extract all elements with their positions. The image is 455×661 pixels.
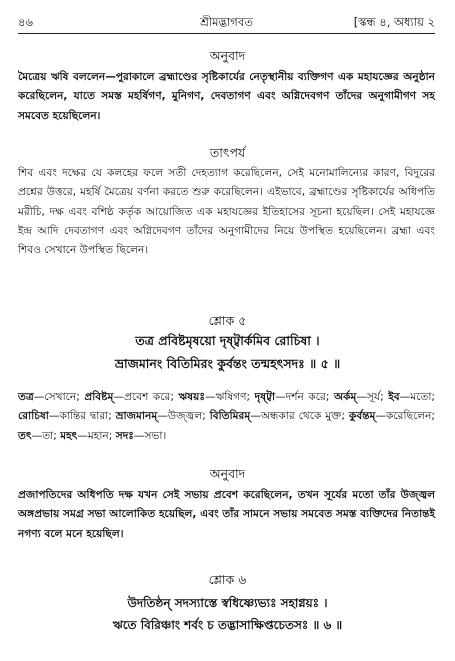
synonym-term: ইব <box>388 391 400 403</box>
synonym-term: বিতিমিরম্ <box>209 410 251 423</box>
synonym-meaning: তা; <box>42 429 57 442</box>
synonym-meaning: দর্শন করে; <box>285 391 330 403</box>
synonym-term: রোচিষা <box>18 410 49 423</box>
synonyms-verse-5: তত্র—সেখানে; প্রবিষ্টম্—প্রবেশ করে; ঋষয়ঃ—ঋষিগণ; দৃষ্ট্বা—দর্শন করে; অর্কম্—সূর্য; ইব—মতো; রোচিষা—কান্তির দ্বারা; ভ্রাজমানম্—উজ্জ্বল; বিতিমিরম্—অন্ধকার থেকে মুক্ত; কুর্বন্তম্—করেছিলেন; তৎ—তা; মহৎ—মহান; সদঃ—সভা। <box>18 391 436 442</box>
synonym-term: অর্কম্ <box>333 391 357 403</box>
header-divider <box>18 33 435 34</box>
synonym-term: ঋষয়ঃ <box>178 391 205 403</box>
page-number: ৪৬ <box>18 15 33 29</box>
translation-heading-2: অনুবাদ <box>209 466 246 481</box>
synonym-term: ভ্রাজমানম্ <box>115 410 158 423</box>
synonym-term: কুর্বন্তম্ <box>348 410 376 423</box>
synonym-meaning: করেছিলেন; <box>386 410 436 423</box>
synonym-meaning: উজ্জ্বল; <box>167 410 206 423</box>
synonym-meaning: সভা। <box>144 429 167 442</box>
page-header <box>18 10 435 32</box>
translation-text-2: প্রজাপতিদের অধিপতি দক্ষ যখন সেই সভায় প্রবেশ করেছিলেন, তখন সূর্যের মতো তাঁর উজ্জ্বল অঙ্গপ্রভায় সমগ্র সভা আলোকিত হয়েছিল, এবং তাঁর সামনে সভায় সমবেত সমস্ত ব্যক্তিদের নিতান্তই নগণ্য বলে মনে হয়েছিল। <box>18 489 435 540</box>
purport-text: শিব এবং দক্ষের যে কলহের ফলে সতী দেহত্যাগ করেছিলেন, সেই মনোমালিন্যের কারণ, বিদুরের প্রশ্নের উত্তরে, মহর্ষি মৈত্রেয় বর্ণনা করতে শুরু করেছিলেন। এইভাবে, ব্রহ্মাণ্ডের সৃষ্টিকার্যের অধিপতি মরীচি, দক্ষ এবং বশিষ্ঠ কর্তৃক আয়োজিত এক মহাযজ্ঞের ইতিহাসের সূচনা হয়েছিল। সেই মহাযজ্ঞে ইন্দ্র আদি দেবতাগণ এবং অগ্নিদেবগণ তাঁদের অনুগামীদের নিয়ে উপস্থিত হয়েছিলেন। ব্রহ্মা এবং শিবও সেখানে উপস্থিত ছিলেন। <box>18 167 435 257</box>
synonym-meaning: অন্ধকার থেকে মুক্ত; <box>260 410 346 423</box>
verse-6-line-1: উদতিষ্ঠন্ সদস্যাস্তে স্বধিষ্ণ্যেভ্যঃ সহাগ্নয়ঃ । <box>127 596 328 610</box>
translation-heading-1: অনুবাদ <box>209 48 246 63</box>
synonym-term: প্রবিষ্টম্ <box>84 391 114 403</box>
book-title: শ্রীমদ্ভাগবত <box>200 15 253 29</box>
synonym-meaning: প্রবেশ করে; <box>124 391 174 403</box>
synonym-meaning: মহান; <box>87 429 113 442</box>
synonym-meaning: মতো; <box>410 391 435 403</box>
synonym-term: সদঃ <box>115 429 134 442</box>
synonym-meaning: সূর্য; <box>367 391 384 403</box>
verse-6-line-2: ঋতে বিরিঞ্চাং শর্বং চ তদ্ভাসাক্ষিপ্তচেতসঃ ॥ ৬ ॥ <box>112 618 343 632</box>
synonym-meaning: কান্তির দ্বারা; <box>59 410 112 423</box>
verse-6-heading: শ্লোক ৬ <box>208 572 247 587</box>
section-reference: [স্কন্ধ ৪, অধ্যায় ২ <box>353 15 435 29</box>
synonym-term: দৃষ্ট্বা <box>254 391 276 403</box>
verse-5-line-2: ভ্রাজমানং বিতিমিরং কুর্বন্তং তন্মহৎসদঃ ॥ ৫ ॥ <box>114 356 341 371</box>
verse-5-line-1: তত্র প্রবিষ্টমৃষয়ো দৃষ্ট্বার্কমিব রোচিষা । <box>135 333 320 348</box>
translation-text-1: মৈত্রেয় ঋষি বললেন—পুরাকালে ব্রহ্মাণ্ডের সৃষ্টিকার্যের নেতৃস্থানীয় ব্যক্তিগণ এক মহাযজ্ঞের অনুষ্ঠান করেছিলেন, যাতে সমস্ত মহর্ষিগণ, মুনিগণ, দেবতাগণ এবং অগ্নিদেবগণ তাঁদের অনুগামীগণ সহ সমবেত হয়েছিলেন। <box>18 71 435 122</box>
synonym-meaning: সেখানে; <box>44 391 80 403</box>
synonym-term: তৎ <box>18 429 32 442</box>
synonym-term: মহৎ <box>60 429 78 442</box>
synonym-term: তত্র <box>18 391 34 403</box>
synonym-meaning: ঋষিগণ; <box>215 391 251 403</box>
purport-heading: তাৎপর্য <box>209 145 246 160</box>
verse-5-heading: শ্লোক ৫ <box>208 313 247 328</box>
